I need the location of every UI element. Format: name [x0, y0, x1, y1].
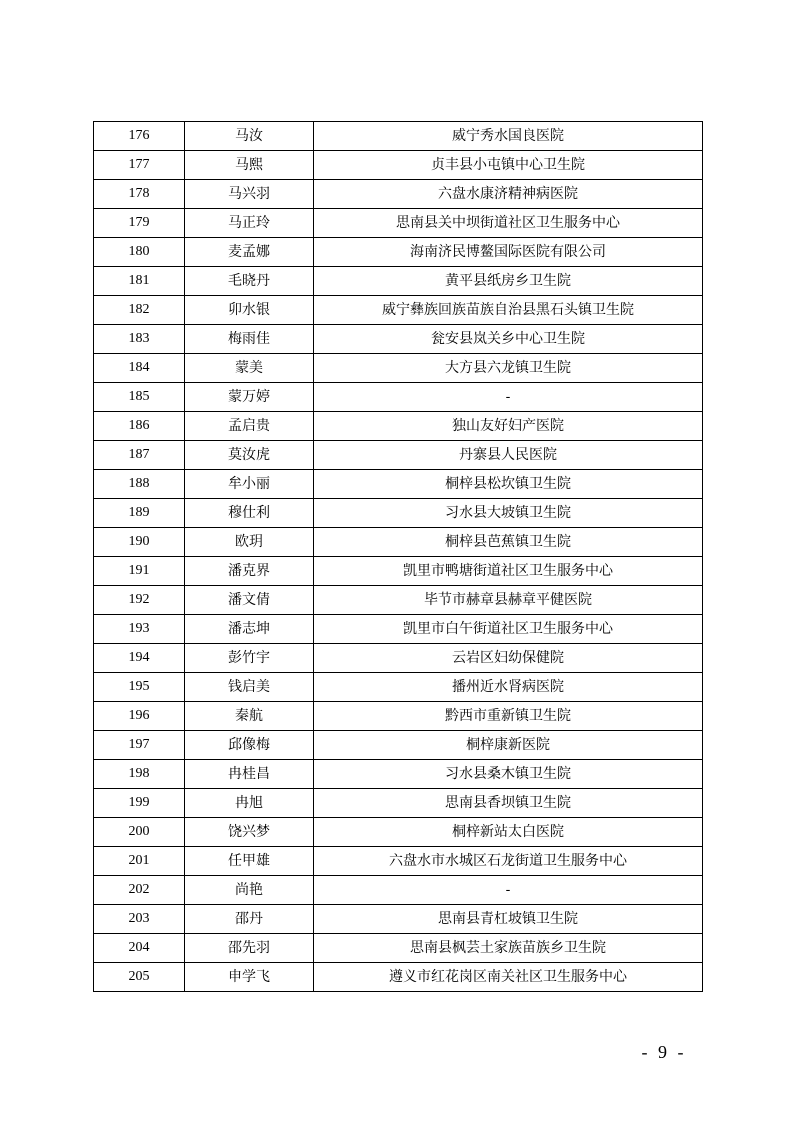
table-row	[94, 267, 703, 296]
serial-number-cell: 193	[94, 615, 185, 644]
name-cell: 莫汝虎	[185, 441, 314, 470]
name-cell: 潘文倩	[185, 586, 314, 615]
unit-cell: 海南济民博鳌国际医院有限公司	[314, 238, 703, 267]
serial-number-cell: 177	[94, 151, 185, 180]
table-row	[94, 151, 703, 180]
table-row	[94, 586, 703, 615]
table-row	[94, 499, 703, 528]
table-row	[94, 209, 703, 238]
table-row	[94, 412, 703, 441]
table-row	[94, 470, 703, 499]
unit-cell: 桐梓县芭蕉镇卫生院	[314, 528, 703, 557]
name-cell: 欧玥	[185, 528, 314, 557]
serial-number-cell: 192	[94, 586, 185, 615]
unit-cell: 习水县桑木镇卫生院	[314, 760, 703, 789]
unit-cell: 贞丰县小屯镇中心卫生院	[314, 151, 703, 180]
name-cell: 邵先羽	[185, 934, 314, 963]
unit-cell: 黔西市重新镇卫生院	[314, 702, 703, 731]
name-cell: 穆仕利	[185, 499, 314, 528]
unit-cell: 思南县香坝镇卫生院	[314, 789, 703, 818]
name-cell: 秦航	[185, 702, 314, 731]
name-cell: 牟小丽	[185, 470, 314, 499]
unit-cell: 威宁彝族回族苗族自治县黑石头镇卫生院	[314, 296, 703, 325]
table-row	[94, 122, 703, 151]
serial-number-cell: 189	[94, 499, 185, 528]
roster-table	[93, 121, 703, 992]
serial-number-cell: 187	[94, 441, 185, 470]
unit-cell: -	[314, 383, 703, 412]
serial-number-cell: 181	[94, 267, 185, 296]
name-cell: 任甲雄	[185, 847, 314, 876]
serial-number-cell: 186	[94, 412, 185, 441]
name-cell: 蒙美	[185, 354, 314, 383]
serial-number-cell: 180	[94, 238, 185, 267]
table-row	[94, 644, 703, 673]
table-row	[94, 702, 703, 731]
table-row	[94, 615, 703, 644]
serial-number-cell: 176	[94, 122, 185, 151]
serial-number-cell: 202	[94, 876, 185, 905]
unit-cell: 大方县六龙镇卫生院	[314, 354, 703, 383]
name-cell: 梅雨佳	[185, 325, 314, 354]
name-cell: 毛晓丹	[185, 267, 314, 296]
serial-number-cell: 203	[94, 905, 185, 934]
unit-cell: 黄平县纸房乡卫生院	[314, 267, 703, 296]
name-cell: 冉旭	[185, 789, 314, 818]
table-row	[94, 789, 703, 818]
serial-number-cell: 184	[94, 354, 185, 383]
name-cell: 尚艳	[185, 876, 314, 905]
serial-number-cell: 200	[94, 818, 185, 847]
serial-number-cell: 197	[94, 731, 185, 760]
name-cell: 邱像梅	[185, 731, 314, 760]
unit-cell: 独山友好妇产医院	[314, 412, 703, 441]
unit-cell: 凯里市白午街道社区卫生服务中心	[314, 615, 703, 644]
unit-cell: 六盘水康济精神病医院	[314, 180, 703, 209]
serial-number-cell: 188	[94, 470, 185, 499]
table-row	[94, 383, 703, 412]
table-row	[94, 673, 703, 702]
name-cell: 饶兴梦	[185, 818, 314, 847]
table-row	[94, 557, 703, 586]
name-cell: 蒙万婷	[185, 383, 314, 412]
table-row	[94, 354, 703, 383]
table-row	[94, 441, 703, 470]
table-row	[94, 180, 703, 209]
serial-number-cell: 195	[94, 673, 185, 702]
unit-cell: 思南县关中坝街道社区卫生服务中心	[314, 209, 703, 238]
unit-cell: 威宁秀水国良医院	[314, 122, 703, 151]
unit-cell: 遵义市红花岗区南关社区卫生服务中心	[314, 963, 703, 992]
name-cell: 潘克界	[185, 557, 314, 586]
serial-number-cell: 205	[94, 963, 185, 992]
page-number: - 9 -	[641, 1042, 687, 1062]
table-row	[94, 876, 703, 905]
table-row	[94, 905, 703, 934]
table-row	[94, 934, 703, 963]
name-cell: 卯水银	[185, 296, 314, 325]
table-row	[94, 528, 703, 557]
table-row	[94, 238, 703, 267]
name-cell: 潘志坤	[185, 615, 314, 644]
name-cell: 钱启美	[185, 673, 314, 702]
name-cell: 马熙	[185, 151, 314, 180]
unit-cell: 桐梓新站太白医院	[314, 818, 703, 847]
unit-cell: 习水县大坡镇卫生院	[314, 499, 703, 528]
roster-table-body	[94, 122, 703, 992]
name-cell: 马正玲	[185, 209, 314, 238]
table-row	[94, 847, 703, 876]
serial-number-cell: 198	[94, 760, 185, 789]
unit-cell: 瓮安县岚关乡中心卫生院	[314, 325, 703, 354]
name-cell: 麦孟娜	[185, 238, 314, 267]
serial-number-cell: 179	[94, 209, 185, 238]
unit-cell: 桐梓县松坎镇卫生院	[314, 470, 703, 499]
name-cell: 马兴羽	[185, 180, 314, 209]
serial-number-cell: 204	[94, 934, 185, 963]
unit-cell: 六盘水市水城区石龙街道卫生服务中心	[314, 847, 703, 876]
unit-cell: 毕节市赫章县赫章平健医院	[314, 586, 703, 615]
serial-number-cell: 183	[94, 325, 185, 354]
serial-number-cell: 201	[94, 847, 185, 876]
serial-number-cell: 191	[94, 557, 185, 586]
serial-number-cell: 185	[94, 383, 185, 412]
name-cell: 孟启贵	[185, 412, 314, 441]
unit-cell: 凯里市鸭塘街道社区卫生服务中心	[314, 557, 703, 586]
name-cell: 申学飞	[185, 963, 314, 992]
table-row	[94, 818, 703, 847]
serial-number-cell: 199	[94, 789, 185, 818]
unit-cell: 思南县青杠坡镇卫生院	[314, 905, 703, 934]
table-row	[94, 760, 703, 789]
unit-cell: 思南县枫芸土家族苗族乡卫生院	[314, 934, 703, 963]
unit-cell: 云岩区妇幼保健院	[314, 644, 703, 673]
unit-cell: 播州近水肾病医院	[314, 673, 703, 702]
unit-cell: 桐梓康新医院	[314, 731, 703, 760]
serial-number-cell: 196	[94, 702, 185, 731]
name-cell: 马汝	[185, 122, 314, 151]
table-row	[94, 296, 703, 325]
unit-cell: -	[314, 876, 703, 905]
unit-cell: 丹寨县人民医院	[314, 441, 703, 470]
table-row	[94, 325, 703, 354]
name-cell: 邵丹	[185, 905, 314, 934]
name-cell: 冉桂昌	[185, 760, 314, 789]
serial-number-cell: 194	[94, 644, 185, 673]
name-cell: 彭竹宇	[185, 644, 314, 673]
serial-number-cell: 178	[94, 180, 185, 209]
table-row	[94, 731, 703, 760]
serial-number-cell: 182	[94, 296, 185, 325]
table-row	[94, 963, 703, 992]
serial-number-cell: 190	[94, 528, 185, 557]
